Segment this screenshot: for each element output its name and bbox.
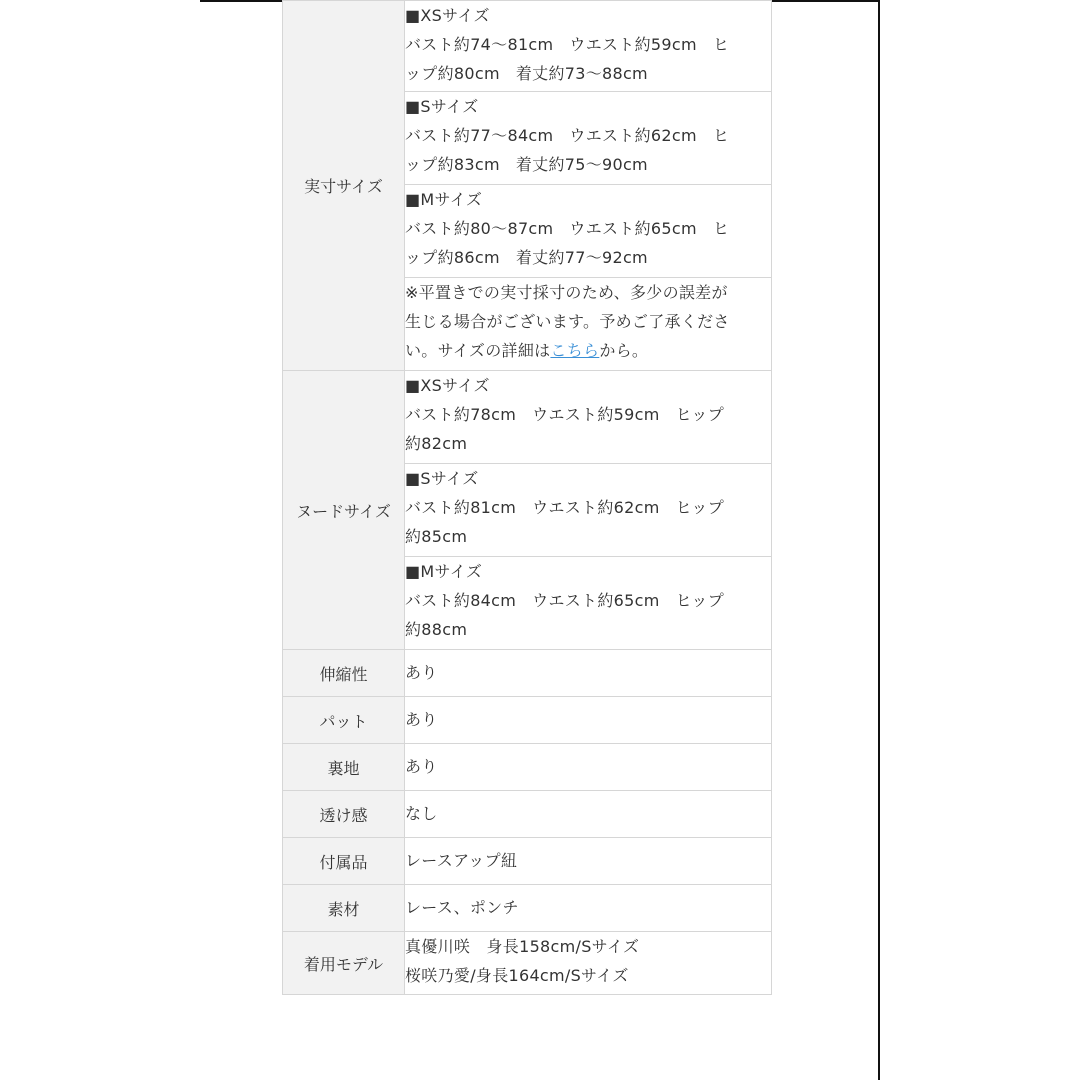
table-row-sheer <box>283 791 772 838</box>
size-heading: ■Sサイズ <box>405 97 479 116</box>
model-value-cell <box>405 932 772 995</box>
product-spec-table <box>282 0 772 995</box>
note-line-3a: い。サイズの詳細は <box>405 341 551 360</box>
sheer-label: 透け感 <box>283 791 405 838</box>
hip-value: ップ約83cm <box>405 155 500 174</box>
size-heading: ■XSサイズ <box>405 6 490 25</box>
lining-label: 裏地 <box>283 744 405 791</box>
model-label: 着用モデル <box>283 932 405 995</box>
hip-fragment: ヒップ <box>675 405 725 424</box>
model-line-2: 桜咲乃愛/身長164cm/Sサイズ <box>405 966 629 985</box>
stretch-value: あり <box>405 650 772 697</box>
waist-value: ウエスト約65cm <box>532 591 660 610</box>
pad-label: パット <box>283 697 405 744</box>
accessory-value: レースアップ紐 <box>405 838 772 885</box>
nude-size-s-cell <box>405 464 772 557</box>
table-row-accessory <box>283 838 772 885</box>
bust-value: バスト約74〜81cm <box>405 35 554 54</box>
hip-value: ップ約86cm <box>405 248 500 267</box>
actual-size-label: 実寸サイズ <box>283 1 405 371</box>
actual-size-s-cell <box>405 92 772 185</box>
bust-value: バスト約77〜84cm <box>405 126 554 145</box>
hip-value: 約82cm <box>405 434 468 453</box>
nude-size-label: ヌードサイズ <box>283 371 405 650</box>
note-line-1: ※平置きでの実寸採寸のため、多少の誤差が <box>405 283 728 302</box>
length-value: 着丈約73〜88cm <box>515 64 648 83</box>
actual-size-note-cell <box>405 278 772 371</box>
table-row-material <box>283 885 772 932</box>
waist-value: ウエスト約65cm <box>569 219 697 238</box>
hip-fragment: ヒ <box>712 126 730 145</box>
bust-value: バスト約81cm <box>405 498 517 517</box>
bust-value: バスト約80〜87cm <box>405 219 554 238</box>
size-heading: ■Mサイズ <box>405 190 483 209</box>
actual-size-m-cell <box>405 185 772 278</box>
hip-fragment: ヒップ <box>675 591 725 610</box>
size-heading: ■Mサイズ <box>405 562 483 581</box>
waist-value: ウエスト約62cm <box>532 498 660 517</box>
hip-value: ップ約80cm <box>405 64 500 83</box>
nude-size-xs-cell <box>405 371 772 464</box>
size-heading: ■XSサイズ <box>405 376 490 395</box>
sheer-value: なし <box>405 791 772 838</box>
table-row-model <box>283 932 772 995</box>
waist-value: ウエスト約59cm <box>569 35 697 54</box>
table-row-pad <box>283 697 772 744</box>
table-row-nude-xs <box>283 371 772 464</box>
lining-value: あり <box>405 744 772 791</box>
table-row-actual-xs <box>283 1 772 92</box>
right-border-line <box>878 0 880 1080</box>
actual-size-xs-cell <box>405 1 772 92</box>
table-row-lining <box>283 744 772 791</box>
material-value: レース、ポンチ <box>405 885 772 932</box>
waist-value: ウエスト約62cm <box>569 126 697 145</box>
length-value: 着丈約77〜92cm <box>515 248 648 267</box>
material-label: 素材 <box>283 885 405 932</box>
nude-size-m-cell <box>405 557 772 650</box>
size-heading: ■Sサイズ <box>405 469 479 488</box>
waist-value: ウエスト約59cm <box>532 405 660 424</box>
note-line-3b: から。 <box>599 341 649 360</box>
stretch-label: 伸縮性 <box>283 650 405 697</box>
table-row-stretch <box>283 650 772 697</box>
hip-fragment: ヒップ <box>675 498 725 517</box>
note-line-2: 生じる場合がございます。予めご了承くださ <box>405 312 730 331</box>
length-value: 着丈約75〜90cm <box>515 155 648 174</box>
model-line-1: 真優川咲 身長158cm/Sサイズ <box>405 937 640 956</box>
accessory-label: 付属品 <box>283 838 405 885</box>
hip-value: 約88cm <box>405 620 468 639</box>
hip-fragment: ヒ <box>712 35 730 54</box>
bust-value: バスト約78cm <box>405 405 517 424</box>
size-detail-link[interactable]: こちら <box>550 341 600 360</box>
pad-value: あり <box>405 697 772 744</box>
hip-fragment: ヒ <box>712 219 730 238</box>
hip-value: 約85cm <box>405 527 468 546</box>
bust-value: バスト約84cm <box>405 591 517 610</box>
